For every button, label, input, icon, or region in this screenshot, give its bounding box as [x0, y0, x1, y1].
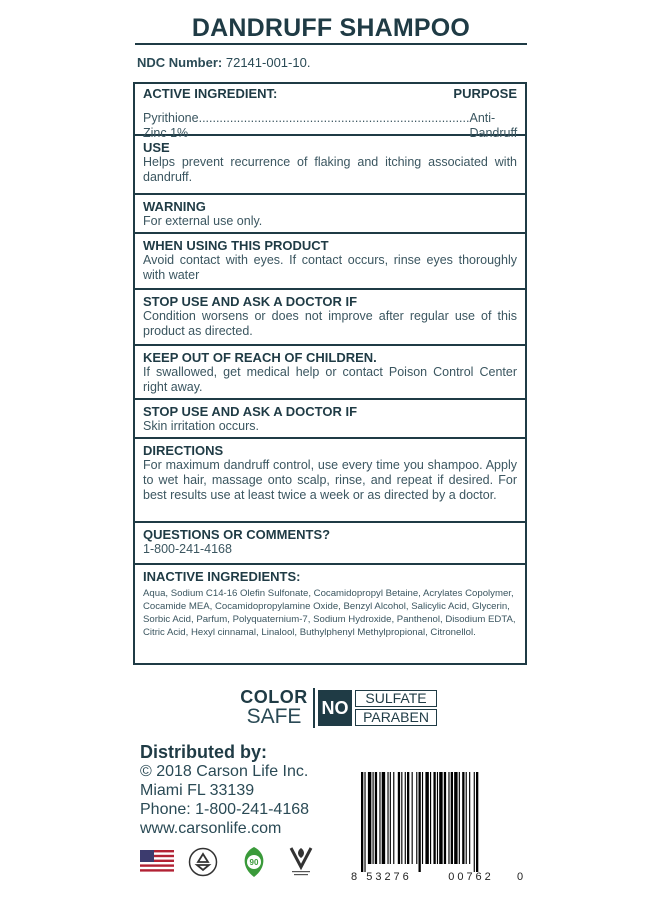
upc-barcode — [347, 770, 527, 885]
barcode-bar — [469, 772, 470, 864]
active-ingredient-name: Pyrithione Zinc 1% — [143, 111, 199, 140]
barcode-bar — [361, 772, 363, 872]
distributor-heading: Distributed by: — [140, 742, 268, 762]
barcode-bar — [364, 772, 365, 872]
questions-phone: 1-800-241-4168 — [143, 542, 232, 556]
barcode-bar — [437, 772, 438, 864]
barcode-bar — [401, 772, 402, 864]
svg-text:90: 90 — [249, 858, 259, 867]
keep-out-text: If swallowed, get medical help or contact Poison Control Center right away. — [143, 365, 517, 394]
directions-heading: DIRECTIONS — [143, 443, 224, 458]
active-ingredient-purpose: Anti-Dandruff — [469, 111, 518, 140]
recycle-icon — [188, 847, 218, 877]
ndc-line — [137, 55, 310, 70]
barcode-digits-group-2: 00762 — [448, 871, 494, 883]
stop-use-section-2 — [135, 402, 525, 439]
keep-out-section — [135, 348, 525, 400]
warning-heading: WARNING — [143, 199, 206, 214]
barcode-bar — [454, 772, 457, 864]
barcode-bar — [382, 772, 385, 864]
barcode-bar — [368, 772, 371, 864]
stop-use-text-1: Condition worsens or does not improve after regular use of this product as directed. — [143, 309, 517, 338]
barcode-bar — [407, 772, 409, 864]
stop-use-section-1 — [135, 292, 525, 346]
ndc-value: 72141-001-10. — [225, 55, 311, 70]
no-badge: NO — [318, 690, 352, 726]
barcode-digit-left: 8 — [351, 871, 358, 883]
barcode-bar — [393, 772, 394, 864]
questions-heading: QUESTIONS OR COMMENTS? — [143, 527, 331, 542]
directions-text: For maximum dandruff control, use every time you shampoo. Apply to wet hair, massage onto scalp, rinse, and repeat if desired. For best results use at least twice a week or as directed by a doctor. — [143, 458, 517, 502]
barcode-bar — [373, 772, 374, 864]
color-safe-badge — [238, 688, 310, 728]
when-using-text: Avoid contact with eyes. If contact occurs, rinse eyes thoroughly with water — [143, 253, 517, 282]
barcode-bar — [444, 772, 446, 864]
ndc-label: NDC Number: — [137, 55, 223, 70]
inactive-heading: INACTIVE INGREDIENTS: — [143, 569, 301, 584]
barcode-bar — [448, 772, 449, 864]
barcode-bar — [439, 772, 442, 864]
barcode-bar — [416, 772, 417, 864]
barcode-bar — [419, 772, 421, 872]
paraben-label: PARABEN — [355, 709, 437, 726]
barcode-bar — [476, 772, 478, 872]
barcode-bar — [433, 772, 435, 864]
active-ingredient-heading: ACTIVE INGREDIENT: — [143, 86, 278, 101]
distributor-website: www.carsonlife.com — [140, 820, 282, 837]
safe-label: SAFE — [246, 705, 302, 728]
barcode-bar — [387, 772, 388, 864]
barcode-bar — [379, 772, 380, 864]
barcode-bar — [462, 772, 464, 864]
stop-use-heading-2: STOP USE AND ASK A DOCTOR IF — [143, 404, 358, 419]
when-using-heading: WHEN USING THIS PRODUCT — [143, 238, 329, 253]
barcode-digits-group-1: 53276 — [366, 871, 412, 883]
barcode-bar — [430, 772, 431, 864]
distributor-block — [140, 742, 309, 838]
drug-facts-panel — [133, 82, 527, 665]
leader-dots: .............................................................................. — [198, 111, 470, 125]
title-divider — [135, 43, 527, 45]
barcode-bar — [451, 772, 453, 864]
barcode-bar — [425, 772, 428, 864]
keep-out-heading: KEEP OUT OF REACH OF CHILDREN. — [143, 350, 377, 365]
use-section — [135, 138, 525, 195]
us-flag-icon — [140, 850, 174, 874]
inactive-ingredients-section — [135, 567, 525, 663]
sulfate-label: SULFATE — [355, 690, 437, 707]
color-label: COLOR — [240, 687, 308, 707]
barcode-bar — [422, 772, 423, 864]
use-text: Helps prevent recurrence of flaking and itching associated with dandruff. — [143, 155, 517, 184]
certification-icons — [140, 845, 340, 885]
leaf-90-icon — [239, 845, 269, 879]
warning-text: For external use only. — [143, 214, 263, 228]
distributor-copyright: © 2018 Carson Life Inc. — [140, 763, 309, 780]
distributor-phone: Phone: 1-800-241-4168 — [140, 801, 310, 818]
barcode-bar — [398, 772, 400, 864]
stop-use-text-2: Skin irritation occurs. — [143, 419, 260, 433]
barcode-digit-right: 0 — [517, 871, 524, 883]
when-using-section — [135, 236, 525, 290]
barcode-bar — [412, 772, 413, 864]
purpose-heading: PURPOSE — [453, 86, 517, 101]
warning-section — [135, 197, 525, 234]
stop-use-heading-1: STOP USE AND ASK A DOCTOR IF — [143, 294, 358, 309]
questions-section — [135, 525, 525, 565]
distributor-city: Miami FL 33139 — [140, 782, 255, 799]
barcode-bar — [375, 772, 377, 864]
use-heading: USE — [143, 140, 170, 155]
barcode-bar — [459, 772, 460, 864]
active-ingredient-section — [135, 84, 525, 140]
barcode-bar — [466, 772, 467, 864]
barcode-bar — [405, 772, 406, 864]
product-title: DANDRUFF SHAMPOO — [191, 14, 471, 42]
barcode-bar — [474, 772, 475, 872]
barcode-bar — [390, 772, 391, 864]
badge-divider — [313, 688, 315, 728]
directions-section — [135, 441, 525, 523]
sulfate-paraben-badge — [355, 690, 437, 730]
inactive-text: Aqua, Sodium C14-16 Olefin Sulfonate, Cocamidopropyl Betaine, Acrylates Copolymer, Cocamide MEA, Cocamidopropylamine Oxide, Benzyl Alcohol, Salicylic Acid, Glycerin, Sorbic Acid, Parfum, Polyquaternium-7, Sodium Hydroxide, Panthenol, Disodium EDTA, Citric Acid, Hexyl cinnamal, Linalool, Buthylphenyl Methylpropional, Citronellol. — [143, 588, 516, 638]
vegan-v-icon — [288, 845, 314, 879]
